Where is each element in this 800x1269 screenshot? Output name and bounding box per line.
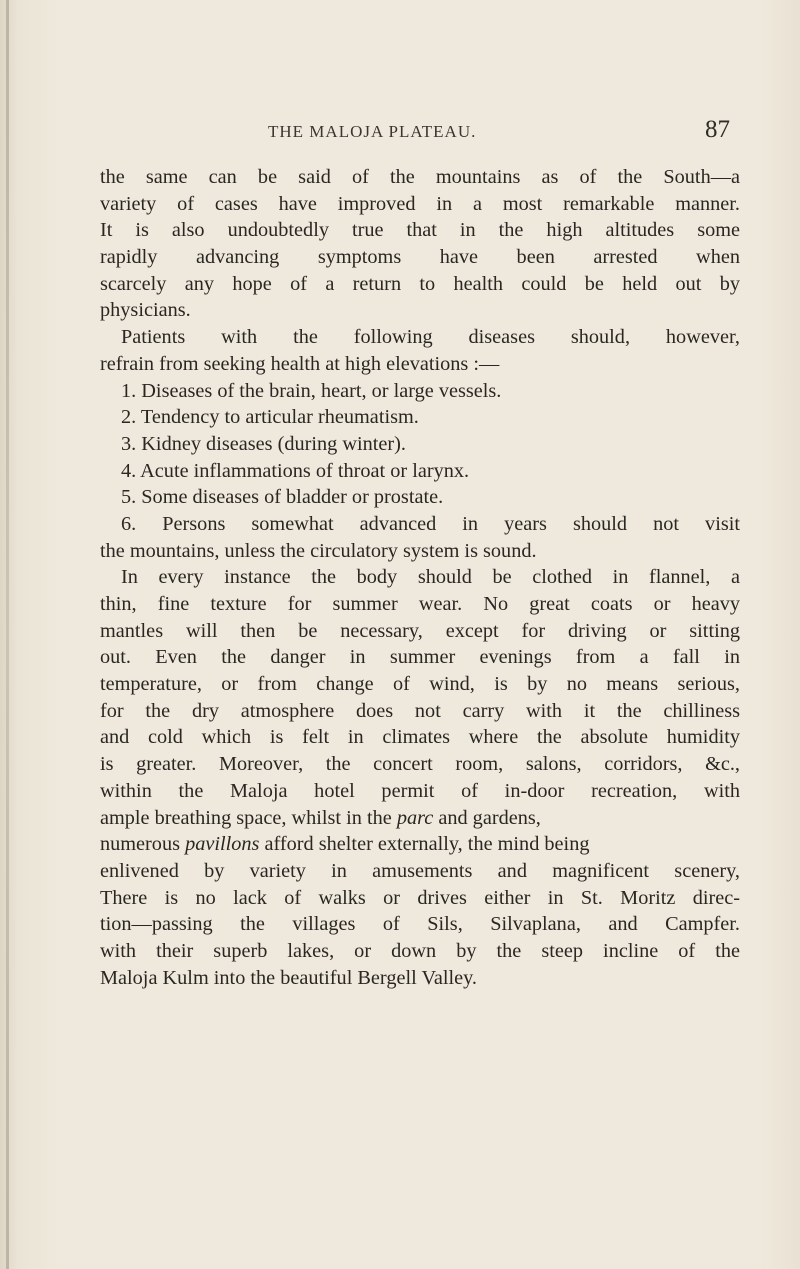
- text-line: variety of cases have improved in a most remarkable manner.: [100, 192, 740, 215]
- text-line: rapidly advancing symptoms have been arrested when: [100, 246, 740, 269]
- text-line: [100, 831, 740, 858]
- text-line: There is no lack of walks or drives either in St. Moritz direc-: [100, 886, 740, 909]
- text-line: refrain from seeking health at high elevations :—: [100, 352, 500, 375]
- text-line: thin, fine texture for summer wear. No great coats or heavy: [100, 593, 740, 615]
- text-line: and cold which is felt in climates where the absolute humidity: [100, 726, 740, 749]
- body-text: [100, 164, 740, 991]
- text-line: In every instance the body should be clothed in flannel, a: [121, 566, 740, 589]
- text-line: Maloja Kulm into the beautiful Bergell Valley.: [100, 966, 478, 989]
- text-line: scarcely any hope of a return to health could be held out by: [100, 272, 740, 295]
- text-line: out. Even the danger in summer evenings from a fall in: [100, 646, 740, 669]
- text-line: [100, 805, 740, 832]
- text-segment: numerous: [100, 833, 186, 856]
- list-item: 3. Kidney diseases (during winter).: [121, 432, 406, 455]
- text-line: with their superb lakes, or down by the steep incline of the: [100, 939, 740, 962]
- text-line: It is also undoubtedly true that in the high altitudes some: [100, 219, 740, 242]
- text-segment: and gardens,: [438, 806, 541, 829]
- text-line: mantles will then be necessary, except for driving or sitting: [100, 619, 740, 642]
- page-header: [100, 116, 730, 150]
- text-line: for the dry atmosphere does not carry with it the chilliness: [100, 699, 740, 722]
- text-segment: afford shelter externally, the mind being: [264, 833, 590, 856]
- italic-word-pavillons: pavillons: [185, 833, 260, 856]
- list-item: 5. Some diseases of bladder or prostate.: [121, 486, 444, 509]
- running-title: THE MALOJA PLATEAU.: [268, 122, 477, 141]
- text-line: Patients with the following diseases should, however,: [121, 326, 740, 349]
- text-line: is greater. Moreover, the concert room, salons, corridors, &c.,: [100, 753, 740, 776]
- text-line: within the Maloja hotel permit of in-door recreation, with: [100, 779, 740, 802]
- text-segment: ample breathing space, whilst in the: [100, 806, 397, 829]
- italic-word-parc: parc: [396, 806, 434, 829]
- list-item: 4. Acute inflammations of throat or larynx.: [121, 459, 470, 482]
- list-item: 1. Diseases of the brain, heart, or large vessels.: [121, 379, 502, 402]
- text-line: temperature, or from change of wind, is by no means serious,: [100, 673, 740, 696]
- text-line: the same can be said of the mountains as of the South—a: [100, 166, 740, 188]
- text-line: tion—passing the villages of Sils, Silvaplana, and Campfer.: [100, 913, 740, 936]
- text-line: physicians.: [100, 299, 191, 322]
- text-line: enlivened by variety in amusements and magnificent scenery,: [100, 859, 740, 882]
- list-item: 6. Persons somewhat advanced in years should not visit: [121, 512, 740, 535]
- list-item: 2. Tendency to articular rheumatism.: [121, 406, 419, 429]
- page-gutter-shadow: [6, 0, 9, 1269]
- text-line: the mountains, unless the circulatory system is sound.: [100, 539, 537, 562]
- page-number: 87: [705, 116, 730, 143]
